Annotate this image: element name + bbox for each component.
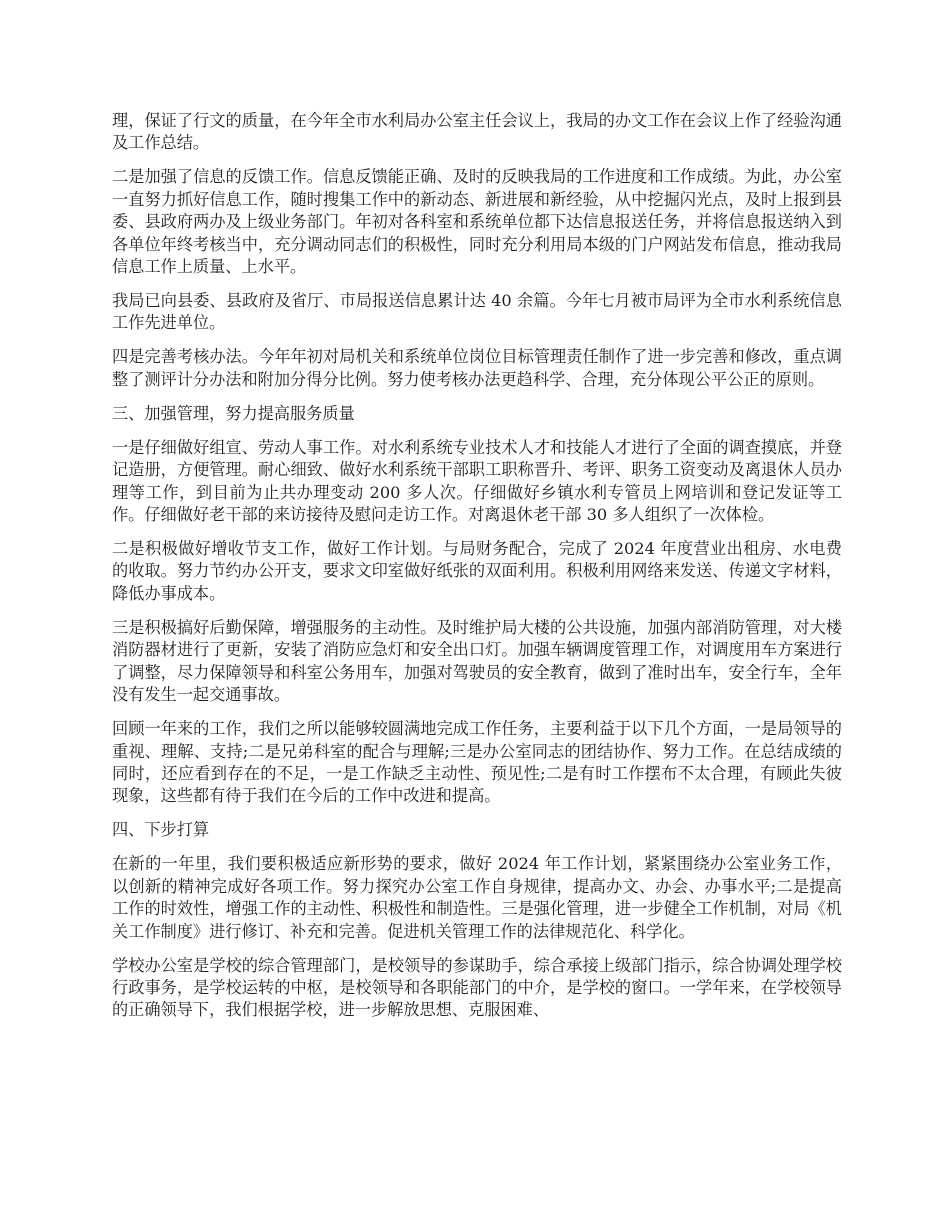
section-heading-next-plan: 四、下步打算	[112, 820, 210, 840]
paragraph-information-count: 我局已向县委、县政府及省厅、市局报送信息累计达 40 余篇。今年七月被市局评为全市水利系统信息工作先进单位。	[112, 291, 842, 333]
paragraph-intro-continuation: 理，保证了行文的质量，在今年全市水利局办公室主任会议上，我局的办文工作在会议上作了经验沟通及工作总结。	[112, 111, 842, 153]
paragraph-information-feedback: 二是加强了信息的反馈工作。信息反馈能正确、及时的反映我局的工作进度和工作成绩。为此，办公室一直努力抓好信息工作，随时搜集工作中的新动态、新进展和新经验，从中挖掘闪光点，及时上报到县委、县政府两办及上级业务部门。年初对各科室和系统单位都下达信息报送任务，并将信息报送纳入到各单位年终考核当中，充分调动同志们的积极性，同时充分利用局本级的门户网站发布信息，推动我局信息工作上质量、上水平。	[112, 167, 842, 277]
document-body	[112, 110, 842, 1033]
paragraph-new-year-plan: 在新的一年里，我们要积极适应新形势的要求，做好 2024 年工作计划，紧紧围绕办公室业务工作，以创新的精神完成好各项工作。努力探究办公室工作自身规律，提高办文、办会、办事水平;二是提高工作的时效性，增强工作的主动性、积极性和制造性。三是强化管理，进一步健全工作机制，对局《机关工作制度》进行修订、补充和完善。促进机关管理工作的法律规范化、科学化。	[112, 854, 842, 941]
section-heading-management: 三、加强管理，努力提高服务质量	[112, 403, 355, 423]
paragraph-school-office: 学校办公室是学校的综合管理部门，是校领导的参谋助手，综合承接上级部门指示，综合协调处理学校行政事务，是学校运转的中枢，是校领导和各职能部门的中介，是学校的窗口。一学年来，在学校领导的正确领导下，我们根据学校，进一步解放思想、克服困难、	[112, 955, 842, 1020]
paragraph-assessment-methods: 四是完善考核办法。今年年初对局机关和系统单位岗位目标管理责任制作了进一步完善和修改，重点调整了测评计分办法和附加分得分比例。努力使考核办法更趋科学、合理，充分体现公平公正的原则。	[112, 347, 842, 389]
paragraph-review: 回顾一年来的工作，我们之所以能够较圆满地完成工作任务，主要利益于以下几个方面，一是局领导的重视、理解、支持;二是兄弟科室的配合与理解;三是办公室同志的团结协作、努力工作。在总结成绩的同时，还应看到存在的不足，一是工作缺乏主动性、预见性;二是有时工作摆布不太合理，有顾此失彼现象，这些都有待于我们在今后的工作中改进和提高。	[112, 719, 842, 806]
paragraph-personnel-work: 一是仔细做好组宣、劳动人事工作。对水利系统专业技术人才和技能人才进行了全面的调查摸底，并登记造册，方便管理。耐心细致、做好水利系统干部职工职称晋升、考评、职务工资变动及离退休人员办理等工作，到目前为止共办理变动 200 多人次。仔细做好乡镇水利专管员上网培训和登记发证等工作。仔细做好老干部的来访接待及慰问走访工作。对离退休老干部 30 多人组织了一次体检。	[112, 437, 842, 525]
paragraph-cost-saving: 二是积极做好增收节支工作，做好工作计划。与局财务配合，完成了 2024 年度营业出租房、水电费的收取。努力节约办公开支，要求文印室做好纸张的双面利用。积极利用网络来发送、传递文字材料，降低办事成本。	[112, 539, 842, 603]
paragraph-logistics: 三是积极搞好后勤保障，增强服务的主动性。及时维护局大楼的公共设施，加强内部消防管理，对大楼消防器材进行了更新，安装了消防应急灯和安全出口灯。加强车辆调度管理工作，对调度用车方案进行了调整，尽力保障领导和科室公务用车，加强对驾驶员的安全教育，做到了准时出车，安全行车，全年没有发生一起交通事故。	[112, 617, 842, 705]
